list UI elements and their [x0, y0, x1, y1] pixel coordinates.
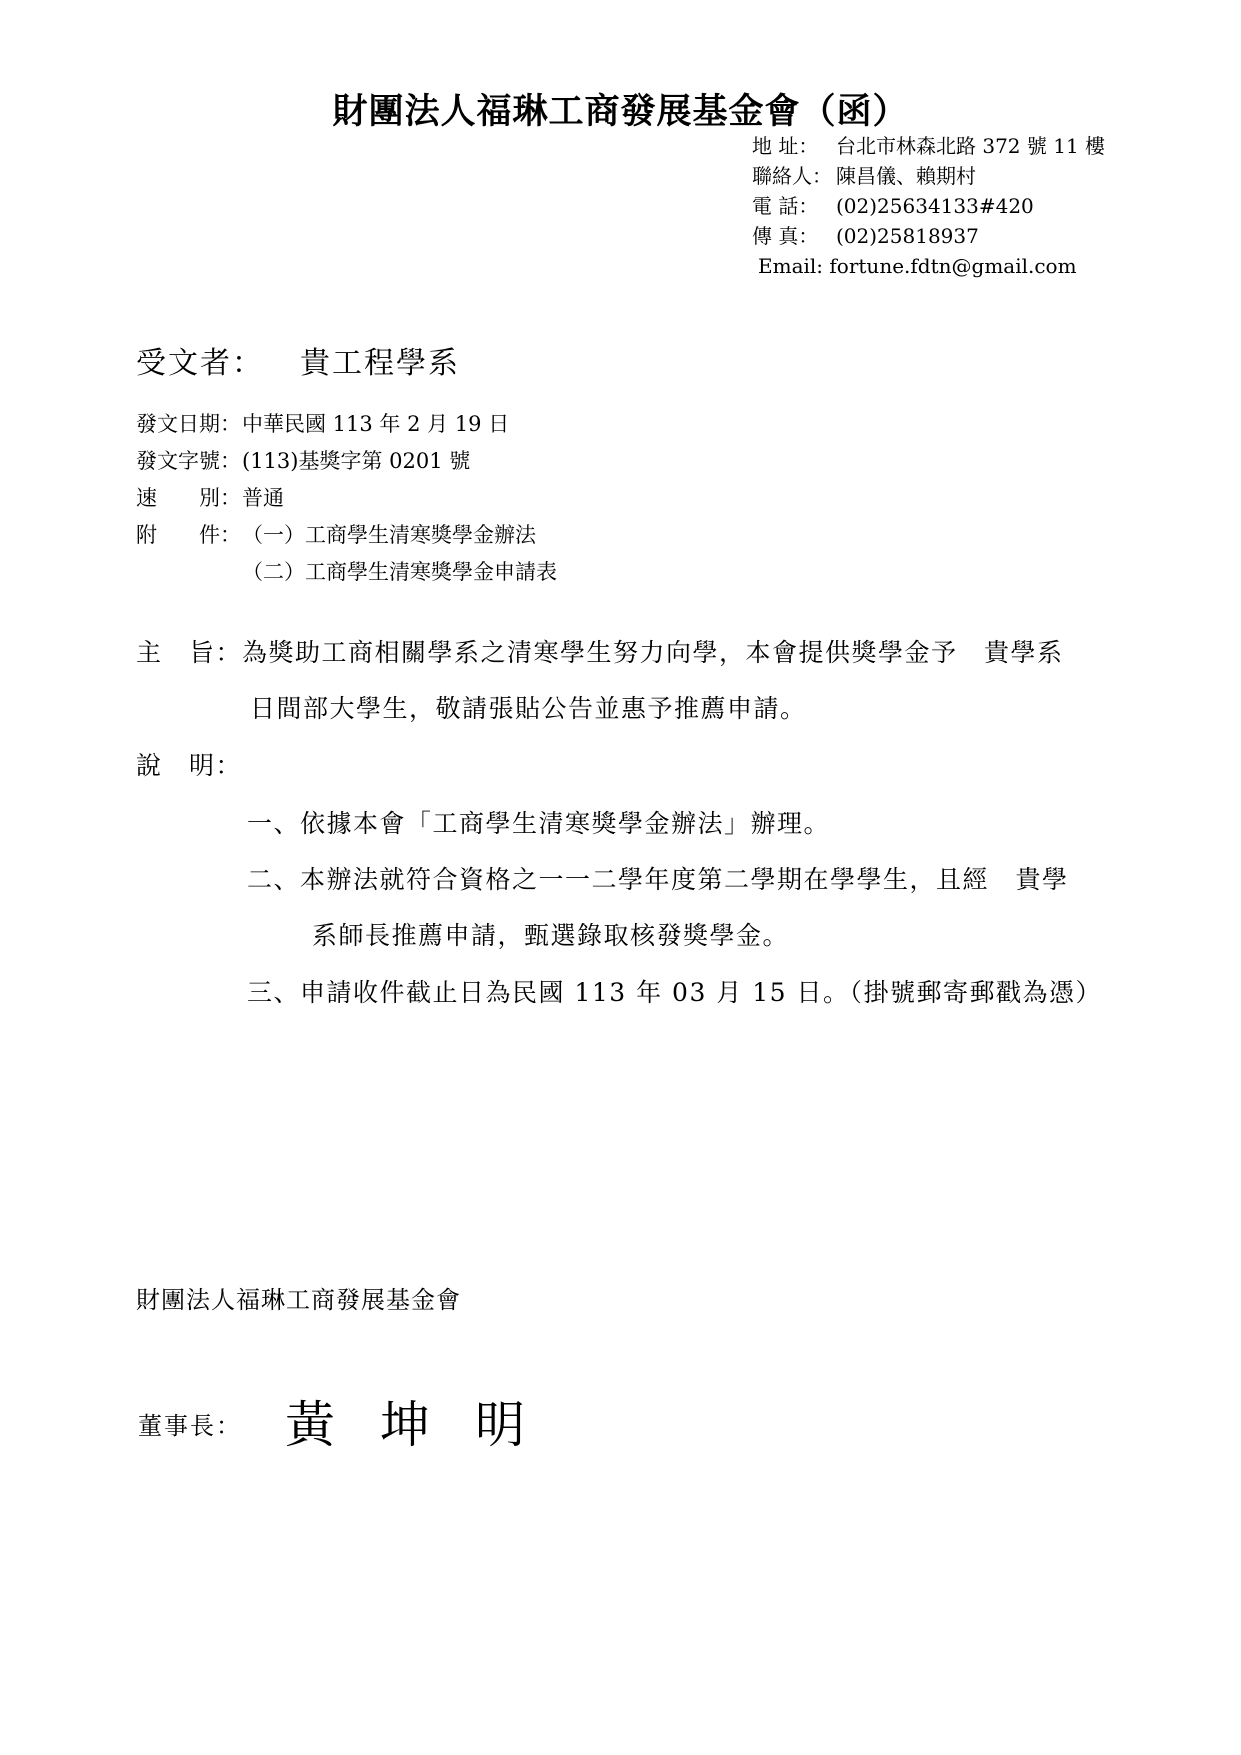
fax-label: 傳 真： — [752, 224, 819, 248]
fax-row — [752, 226, 979, 246]
explanation-item: 三、申請收件截止日為民國 113 年 03 月 15 日。（掛號郵寄郵戳為憑） — [247, 978, 1103, 1007]
explanation-heading: 說 明： — [136, 751, 243, 780]
phone-value: (02)25634133#420 — [836, 194, 1034, 218]
recipient-row — [136, 338, 460, 382]
priority-row — [136, 482, 284, 512]
explanation-item: 一、依據本會「工商學生清寒獎學金辦法」辦理。 — [247, 809, 831, 838]
organization-signature: 財團法人福琳工商發展基金會 — [136, 1286, 461, 1314]
subject-label: 主 旨： — [136, 638, 243, 667]
attachment-row-2 — [242, 556, 557, 586]
subject-text-line1: 為獎助工商相關學系之清寒學生努力向學，本會提供獎學金予 貴學系 — [242, 638, 1064, 667]
chairman-name: 黃坤明 — [285, 1396, 570, 1454]
address-value: 台北市林森北路 372 號 11 樓 — [836, 134, 1106, 158]
reference-label: 發文字號： — [136, 449, 241, 473]
date-label: 發文日期： — [136, 412, 241, 436]
subject-row-2 — [250, 689, 807, 725]
email-label: Email: — [758, 254, 824, 278]
priority-value: 普通 — [242, 486, 284, 510]
chairman-label: 董事長： — [138, 1412, 242, 1440]
email-row — [758, 256, 1077, 276]
phone-row — [752, 196, 1034, 216]
reference-value: (113)基獎字第 0201 號 — [242, 449, 471, 473]
contact-person-value: 陳昌儀、賴期村 — [836, 164, 976, 188]
contact-person-row — [752, 166, 976, 186]
address-label: 地 址： — [752, 134, 819, 158]
subject-text-line2: 日間部大學生，敬請張貼公告並惠予推薦申請。 — [250, 694, 807, 723]
address-row — [752, 136, 1105, 156]
recipient-name: 貴工程學系 — [300, 346, 460, 381]
priority-label: 速 別： — [136, 486, 241, 510]
date-value: 中華民國 113 年 2 月 19 日 — [242, 412, 510, 436]
attachment-row — [136, 519, 536, 549]
subject-row — [136, 633, 1064, 669]
contact-person-label: 聯絡人： — [752, 164, 832, 188]
document-title: 財團法人福琳工商發展基金會（函） — [332, 91, 909, 132]
attachment-item: （一）工商學生清寒獎學金辦法 — [242, 523, 536, 547]
reference-row — [136, 445, 470, 475]
recipient-label: 受文者： — [136, 346, 264, 381]
explanation-item-continuation: 系師長推薦申請，甄選錄取核發獎學金。 — [312, 921, 790, 950]
date-row — [136, 408, 509, 438]
fax-value: (02)25818937 — [836, 224, 979, 248]
attachment-label: 附 件： — [136, 523, 241, 547]
explanation-item: 二、本辦法就符合資格之一一二學年度第二學期在學學生，且經 貴學 — [247, 865, 1069, 894]
email-value: fortune.fdtn@gmail.com — [829, 254, 1077, 278]
phone-label: 電 話： — [752, 194, 819, 218]
attachment-item: （二）工商學生清寒獎學金申請表 — [242, 560, 557, 584]
